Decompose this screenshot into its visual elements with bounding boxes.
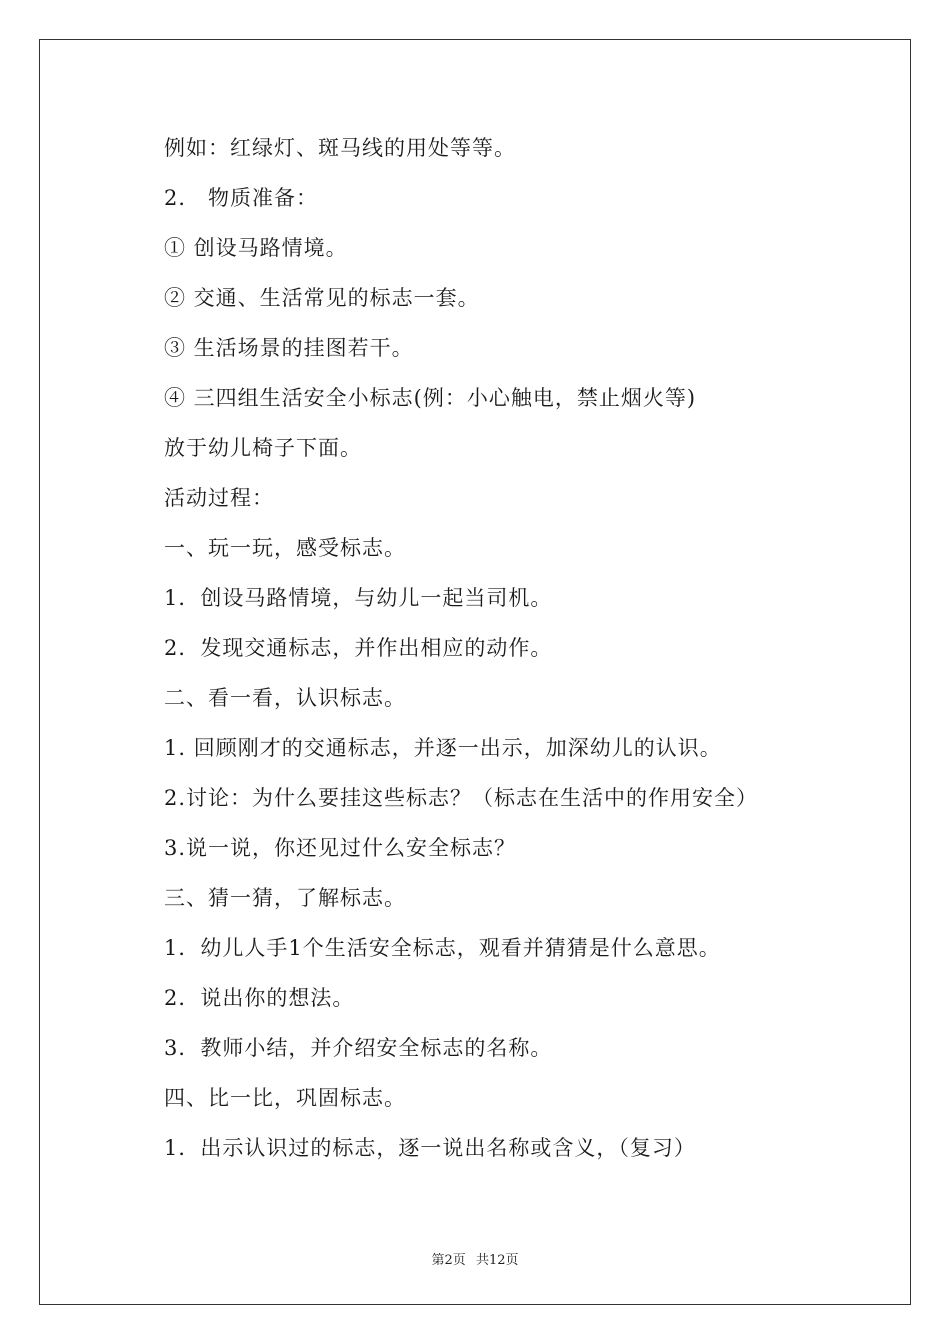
section-heading: 一、玩一玩，感受标志。: [164, 536, 406, 560]
text-line: 1. 回顾刚才的交通标志，并逐一出示，加深幼儿的认识。: [164, 736, 722, 760]
text-line: ③ 生活场景的挂图若干。: [164, 336, 414, 360]
text-line: 2． 物质准备：: [164, 186, 319, 210]
section-heading: 活动过程：: [164, 486, 274, 510]
section-heading: 三、猜一猜，了解标志。: [164, 886, 406, 910]
text-line: 3.说一说，你还见过什么安全标志？: [164, 836, 517, 860]
text-line: ④ 三四组生活安全小标志(例：小心触电，禁止烟火等): [164, 386, 697, 410]
text-line: 1．幼儿人手1个生活安全标志，观看并猜猜是什么意思。: [164, 936, 721, 960]
text-line: 2．发现交通标志，并作出相应的动作。: [164, 636, 553, 660]
text-line: ② 交通、生活常见的标志一套。: [164, 286, 480, 310]
text-line: 3．教师小结，并介绍安全标志的名称。: [164, 1036, 553, 1060]
section-heading: 二、看一看，认识标志。: [164, 686, 406, 710]
text-line: 1．创设马路情境，与幼儿一起当司机。: [164, 586, 553, 610]
text-line: 1．出示认识过的标志，逐一说出名称或含义，（复习）: [164, 1136, 696, 1160]
text-line: ① 创设马路情境。: [164, 236, 348, 260]
page-footer: [0, 1249, 950, 1268]
section-heading: 四、比一比，巩固标志。: [164, 1086, 406, 1110]
document-body: [164, 130, 864, 1180]
text-line: 2．说出你的想法。: [164, 986, 355, 1010]
text-line: 放于幼儿椅子下面。: [164, 436, 362, 460]
text-line: 2.讨论：为什么要挂这些标志？（标志在生活中的作用安全）: [164, 786, 759, 810]
page-total: 共12页: [475, 1253, 519, 1268]
text-line: 例如：红绿灯、斑马线的用处等等。: [164, 136, 516, 160]
page-number: 第2页: [431, 1253, 466, 1268]
